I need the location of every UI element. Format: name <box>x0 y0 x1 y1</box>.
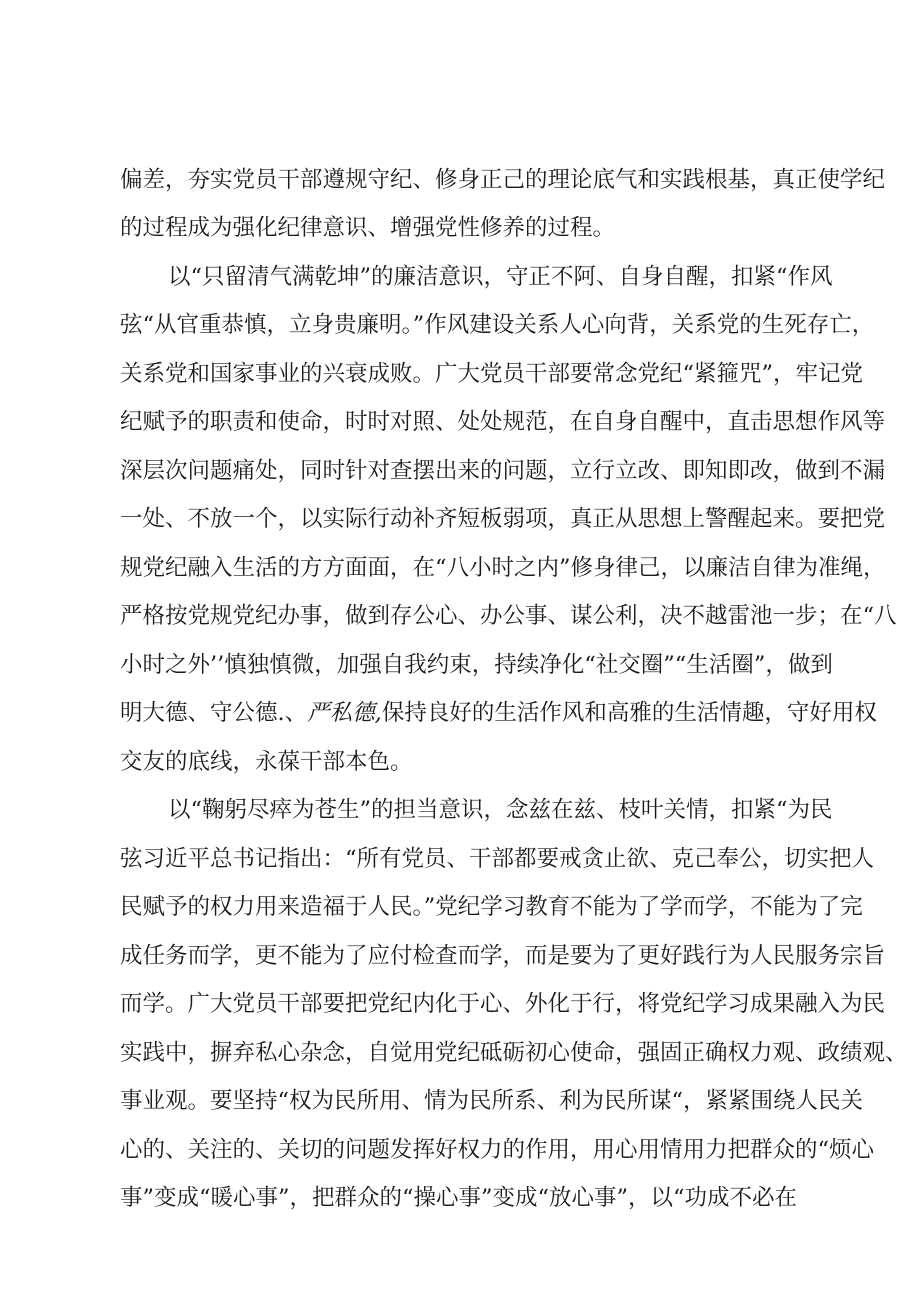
text-line: 成任务而学，更不能为了应付检查而学，而是要为了更好践行为人民服务宗旨 <box>120 943 886 969</box>
text-line: 关系党和国家事业的兴衰成败。广大党员干部要常念党纪“紧箍咒”，牢记党 <box>120 361 864 387</box>
paragraph-start-line: 以“只留清气满乾坤”的廉洁意识，守正不阿、自身自醒，扣紧“作风 <box>168 264 833 290</box>
text-line: 事”变成“暖心事”，把群众的“操心事”变成“放心事”，以“功成不必在 <box>120 1185 798 1211</box>
text-line: 小时之外’’慎独慎微，加强自我约束，持续净化“社交圈”“生活圈”，做到 <box>120 652 833 678</box>
text-line-mixed <box>120 693 910 733</box>
text-line: 一处、不放一个，以实际行动补齐短板弱项，真正从思想上警醒起来。要把党 <box>120 506 886 532</box>
text-line: 民赋予的权力用来造福于人民。”党纪学习教育不能为了学而学，不能为了完 <box>120 894 863 920</box>
text-line: 弦“从官重恭慎，立身贵廉明。”作风建设关系人心向背，关系党的生死存亡， <box>120 312 875 338</box>
text-line: 偏差，夯实党员干部遵规守纪、修身正己的理论底气和实践根基，真正使学纪 <box>120 167 886 193</box>
text-line: 严格按党规党纪办事，做到存公心、办公事、谋公利，决不越雷池一步；在“八 <box>120 603 897 629</box>
text-line: 深层次问题痛处，同时针对查摆出来的问题，立行立改、即知即改，做到不漏 <box>120 458 886 484</box>
text-line: 规党纪融入生活的方方面面，在“八小时之内”修身律己，以廉洁自律为准绳， <box>120 555 886 581</box>
text-line: 纪赋予的职责和使命，时时对照、处处规范，在自身自醒中，直击思想作风等 <box>120 409 886 435</box>
text-line: 弦习近平总书记指出：“所有党员、干部都要戒贪止欲、克己奉公，切实把人 <box>120 846 875 872</box>
text-segment: 保持良好的生活作风和高雅的生活情趣，守好用权 <box>381 700 877 726</box>
text-segment: 明大德、守公德.、 <box>120 700 308 726</box>
text-line: 事业观。要坚持“权为民所用、情为民所系、利为民所谋“，紧紧围绕人民关 <box>120 1088 864 1114</box>
paragraph-start-line: 以“鞠躬尽瘁为苍生”的担当意识，念兹在兹、枝叶关情，扣紧“为民 <box>168 797 833 823</box>
text-line: 实践中，摒弃私心杂念，自觉用党纪砥砺初心使命，强固正确权力观、政绩观、 <box>120 1040 908 1066</box>
text-line: 交友的底线，永葆干部本色。 <box>120 749 413 775</box>
text-segment-italic: 严私德, <box>307 700 382 726</box>
text-line: 而学。广大党员干部要把党纪内化于心、外化于行，将党纪学习成果融入为民 <box>120 991 886 1017</box>
text-line: 的过程成为强化纪律意识、增强党性修养的过程。 <box>120 215 616 241</box>
text-line: 心的、关注的、关切的问题发挥好权力的作用，用心用情用力把群众的“烦心 <box>120 1137 875 1163</box>
